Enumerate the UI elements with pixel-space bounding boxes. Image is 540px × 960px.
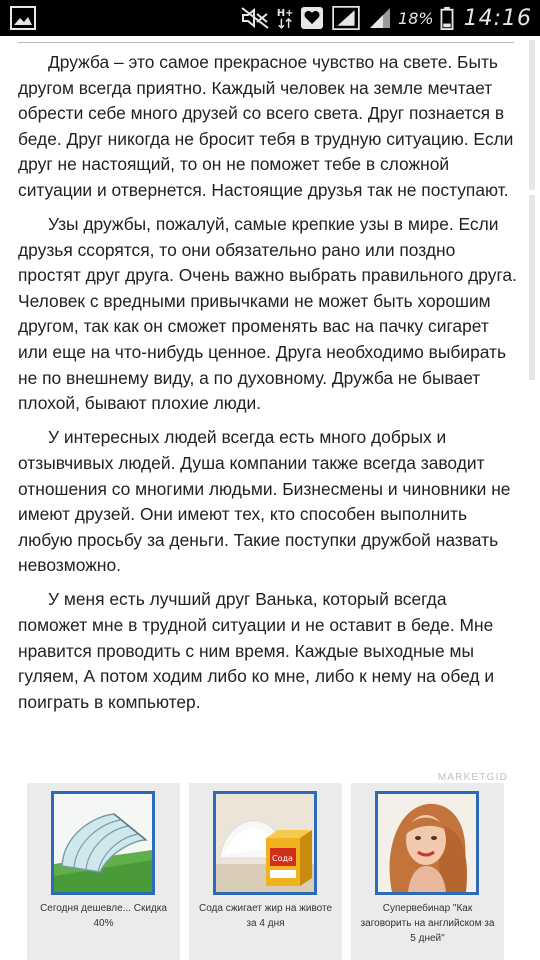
gallery-icon[interactable] <box>10 6 36 30</box>
svg-text:H+: H+ <box>276 8 294 20</box>
article-paragraph: Узы дружбы, пожалуй, самые крепкие узы в мире. Если друзья ссорятся, то они обязательно рано или поздно простят друг друга. Очень важно выбрать правильного друга. Человек с вредными привычками не может быть хорошим другом, так как он сможет променять вас на пачку сигарет или еще на что-нибудь ценное. Друга необходимо выбирать не по внешнему виду, а по духовному. Дружба не бывает плохой, бывают плохие люди. <box>18 214 517 414</box>
ad-card-webinar[interactable] <box>351 783 504 960</box>
woman-portrait-image[interactable] <box>375 791 479 895</box>
battery-percent: 18% <box>398 8 434 28</box>
ad-card-soda[interactable] <box>189 783 342 960</box>
soda-box-image[interactable] <box>213 791 317 895</box>
ad-brand-label[interactable]: MARKETGID <box>437 772 508 783</box>
article-paragraph: Дружба – это самое прекрасное чувство на свете. Быть другом всегда приятно. Каждый человек на земле мечтает обрести себе много друзей со всего света. Друг познается в беде. Друг никогда не бросит тебя в трудную ситуацию. Если друг не настоящий, то он не поможет тебе в сложной ситуации и отвернется. Настоящие друзья так не поступают. <box>18 52 514 200</box>
ad-caption[interactable]: Сода сжигает жир на животе за 4 дня <box>198 903 333 929</box>
status-icons <box>240 0 532 36</box>
scrollbar-track[interactable] <box>529 40 535 190</box>
greenhouse-image[interactable] <box>51 791 155 895</box>
article-paragraph: У меня есть лучший друг Ванька, который всегда поможет мне в трудной ситуации и не оставит в беде. Мне нравится проводить с ним время. Каждые выходные мы гуляем, А потом ходим либо ко мне, либо к нему на обед и поиграть в компьютер. <box>18 589 495 712</box>
article-body <box>18 50 518 724</box>
ad-card-greenhouse[interactable] <box>27 783 180 960</box>
svg-text:Сода: Сода <box>272 854 293 863</box>
ad-caption[interactable]: Сегодня дешевле... Скидка 40% <box>40 903 167 929</box>
scrollbar-thumb[interactable] <box>529 195 535 380</box>
status-bar <box>0 0 540 36</box>
ad-caption[interactable]: Супервебинар "Как заговорить на английском за 5 дней" <box>360 903 495 944</box>
signal-icon <box>330 6 362 30</box>
battery-icon <box>440 6 454 30</box>
signal-2-icon <box>368 6 392 30</box>
top-divider <box>18 42 514 43</box>
article-paragraph: У интересных людей всегда есть много добрых и отзывчивых людей. Душа компании также всегда заводит отношения со многими людьми. Бизнесмены и чиновники не имеют друзей. Они имеют тех, кто способен выполнить любую просьбу за деньги. Такие поступки дружбой назвать невозможно. <box>18 427 511 576</box>
heart-notification-icon <box>300 6 324 30</box>
network-h-plus-icon <box>276 6 294 30</box>
mute-icon <box>240 6 270 30</box>
clock: 14:16 <box>463 5 532 31</box>
